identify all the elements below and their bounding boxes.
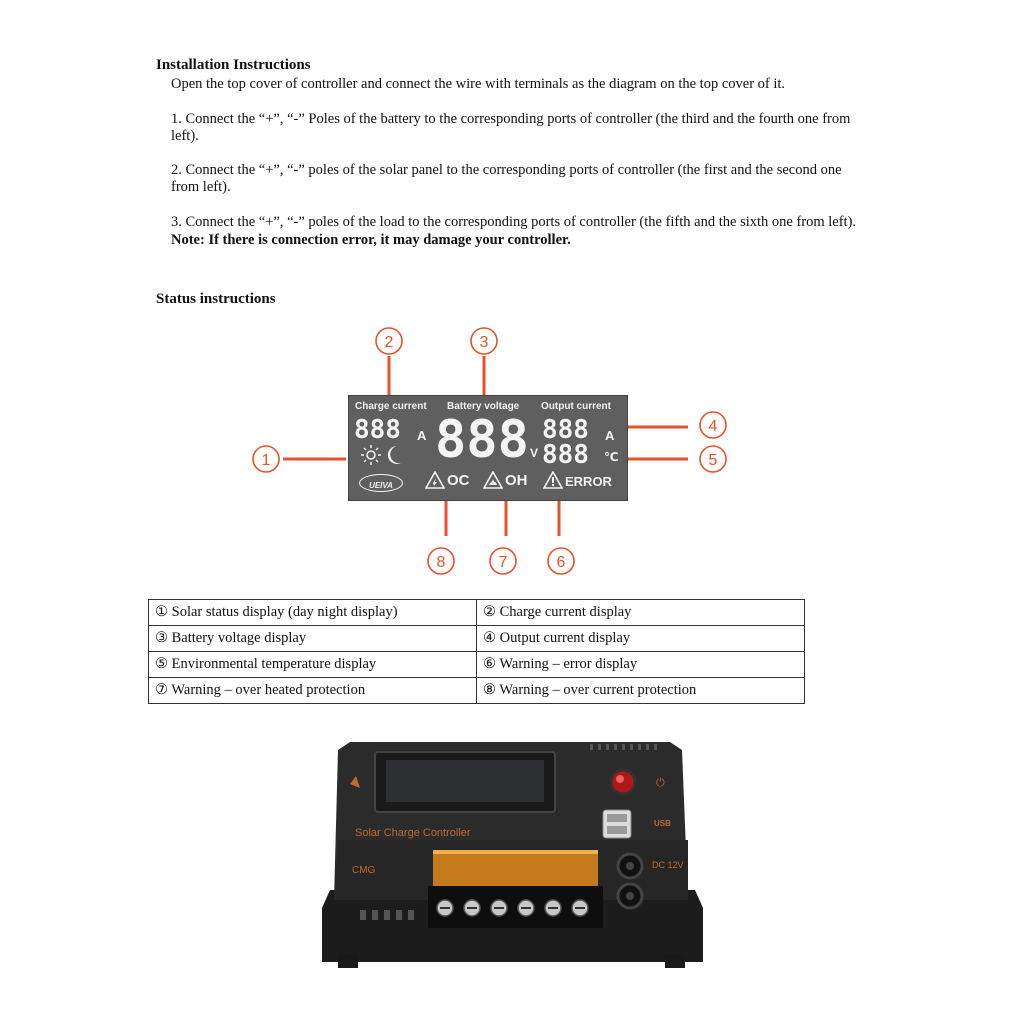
temperature-unit: ℃ [604,450,619,464]
callout-number-1: 1 [261,452,271,469]
error-label: ERROR [565,474,612,489]
over-current-label: OC [447,472,470,489]
over-current-warning-icon [425,471,445,489]
output-current-digits: 888 [542,415,589,445]
installation-heading: Installation Instructions [156,57,311,73]
usb-label: USB [654,819,671,828]
callout-number-3: 3 [479,334,489,351]
model-label: CMG [352,865,376,876]
power-button [611,770,635,794]
callout-number-5: 5 [708,452,718,469]
step-2-line-1: 2. Connect the “+”, “-” poles of the solar panel to the corresponding ports of controller (the first and the second one [171,162,842,178]
step-3: 3. Connect the “+”, “-” poles of the load to the corresponding ports of controller (the fifth and the sixth one from left). [171,214,857,230]
table-cell: ⑧ Warning – over current protection [477,678,805,704]
table-cell: ③ Battery voltage display [149,626,477,652]
table-cell: ② Charge current display [477,600,805,626]
lcd-display [348,395,628,501]
charge-current-digits: 888 [354,415,401,445]
step-1-line-1: 1. Connect the “+”, “-” Poles of the battery to the corresponding ports of controller (the third and the fourth one from [171,111,851,127]
error-warning-icon [543,471,563,489]
charge-current-label: Charge current [355,401,427,412]
table-row [149,678,805,704]
status-heading: Status instructions [156,291,276,307]
moon-icon [388,446,401,464]
table-cell: ⑤ Environmental temperature display [149,652,477,678]
controller-photo [320,740,705,970]
battery-voltage-unit: V [530,446,539,460]
sun-icon [361,445,381,465]
battery-voltage-label: Battery voltage [447,401,520,412]
day-night-icons [361,444,407,466]
brand-logo: UEIVA [359,474,403,492]
callout-number-7: 7 [498,554,508,571]
over-heat-label: OH [505,472,528,489]
output-current-unit: A [605,428,615,443]
table-cell: ① Solar status display (day night display) [149,600,477,626]
callout-number-4: 4 [708,418,718,435]
charge-current-unit: A [417,428,427,443]
callout-number-6: 6 [556,554,566,571]
output-current-label: Output current [541,401,611,412]
callout-number-8: 8 [436,554,446,571]
step-1-line-2: left). [171,128,199,144]
dc-label: DC 12V [652,860,684,870]
battery-voltage-digits: 888 [435,410,529,470]
over-heat-warning-icon [483,471,503,489]
table-cell: ④ Output current display [477,626,805,652]
step-2-line-2: from left). [171,179,231,195]
callout-number-2: 2 [384,334,394,351]
connection-note: Note: If there is connection error, it may damage your controller. [171,232,571,248]
power-icon: ⏻ [656,777,665,789]
status-legend-table [148,599,805,704]
table-cell: ⑥ Warning – error display [477,652,805,678]
vent-slots [590,744,657,750]
panel-label: Solar Charge Controller [355,827,471,839]
table-row [149,652,805,678]
terminal-cover [433,850,598,888]
installation-intro: Open the top cover of controller and connect the wire with terminals as the diagram on the top cover of it. [171,76,786,92]
table-cell: ⑦ Warning – over heated protection [149,678,477,704]
table-row [149,600,805,626]
temperature-digits: 888 [542,440,589,470]
table-row [149,626,805,652]
